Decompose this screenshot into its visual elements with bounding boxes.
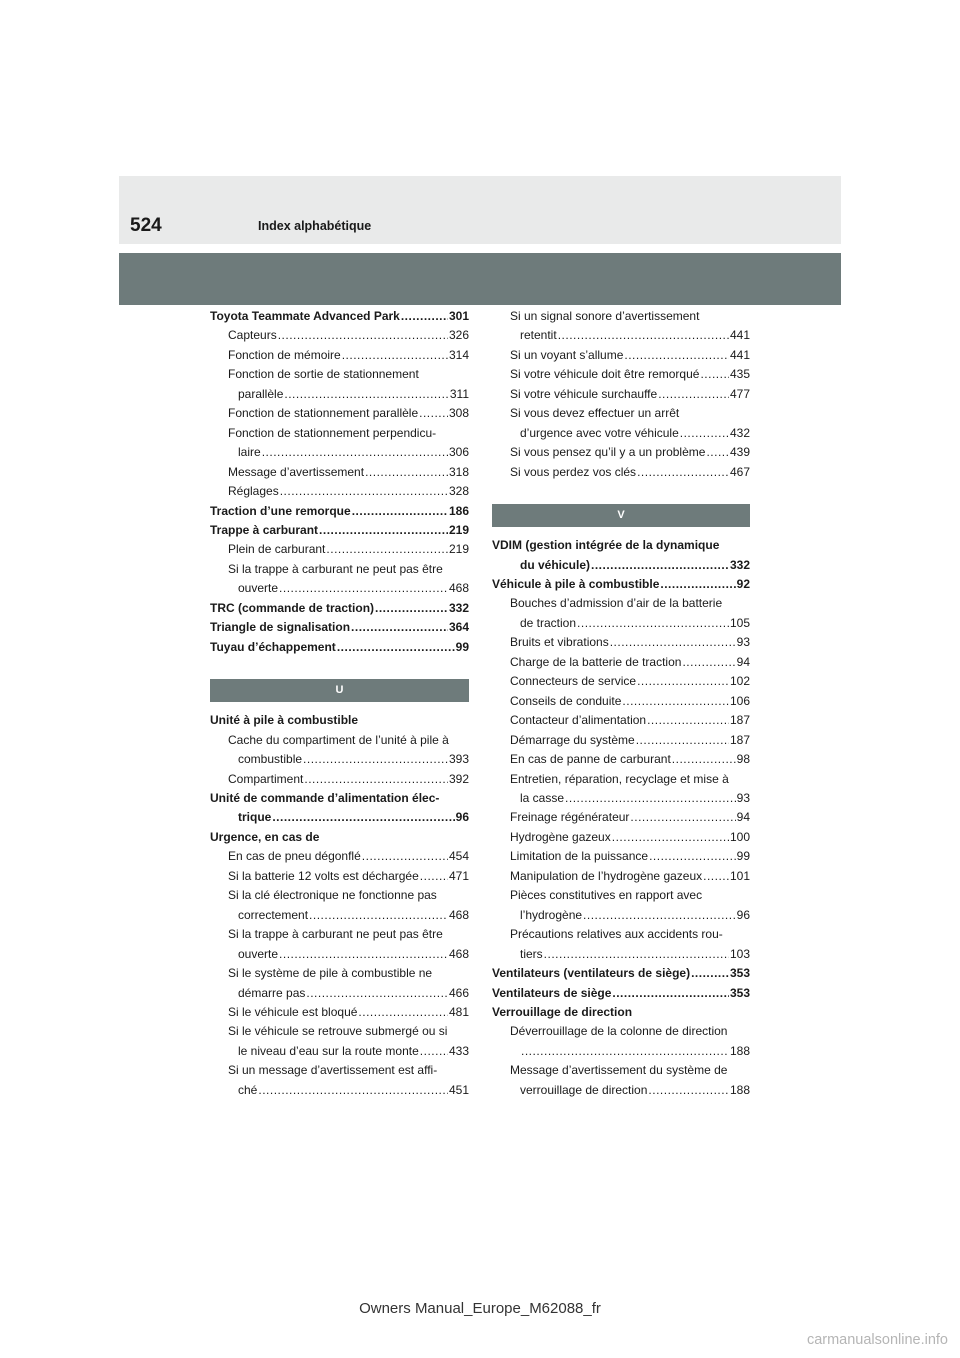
index-entry-text: Contacteur d’alimentation bbox=[510, 713, 647, 728]
index-subentry-line: Pièces constitutives en rapport avec bbox=[510, 888, 703, 903]
index-page-ref: 219 bbox=[448, 522, 469, 537]
index-entry[interactable] bbox=[492, 984, 750, 1003]
leader-dots bbox=[691, 964, 729, 983]
index-subentry[interactable] bbox=[492, 867, 750, 886]
index-subentry[interactable] bbox=[492, 1081, 750, 1100]
index-subentry-line: Entretien, réparation, recyclage et mise à bbox=[510, 771, 729, 786]
leader-dots bbox=[401, 307, 448, 326]
index-page-ref: 311 bbox=[449, 386, 469, 401]
index-subentry[interactable] bbox=[492, 443, 750, 462]
index-entry-text: parallèle bbox=[238, 386, 284, 401]
index-page-ref: 106 bbox=[729, 693, 750, 708]
leader-dots bbox=[658, 385, 729, 404]
index-subentry[interactable] bbox=[210, 906, 469, 925]
index-page-ref: 306 bbox=[448, 445, 469, 460]
index-subentry[interactable] bbox=[210, 404, 469, 423]
index-subentry-line: Cache du compartiment de l’unité à pile à bbox=[228, 732, 449, 747]
leader-dots bbox=[362, 847, 448, 866]
page-number: 524 bbox=[130, 215, 162, 236]
index-subentry[interactable] bbox=[492, 906, 750, 925]
leader-dots bbox=[565, 789, 736, 808]
header-top-band bbox=[119, 176, 841, 244]
index-subentry[interactable] bbox=[210, 326, 469, 345]
index-subentry[interactable] bbox=[210, 1042, 469, 1061]
leader-dots bbox=[326, 540, 448, 559]
index-subentry[interactable] bbox=[492, 711, 750, 730]
index-entry-text: laire bbox=[238, 445, 261, 460]
index-page-ref: 353 bbox=[729, 966, 750, 981]
index-entry-text: En cas de pneu dégonflé bbox=[228, 849, 361, 864]
leader-dots bbox=[660, 575, 735, 594]
index-entry-text: Réglages bbox=[228, 484, 279, 499]
index-subentry[interactable] bbox=[210, 463, 469, 482]
index-heading: Verrouillage de direction bbox=[492, 1004, 633, 1019]
index-page-ref: 477 bbox=[729, 386, 750, 401]
index-page-ref: 92 bbox=[736, 576, 750, 591]
index-entry-text: Triangle de signalisation bbox=[210, 620, 351, 635]
index-entry-text: démarre pas bbox=[238, 985, 306, 1000]
index-subentry[interactable] bbox=[210, 867, 469, 886]
index-page-ref: 99 bbox=[455, 639, 469, 654]
leader-dots bbox=[612, 984, 729, 1003]
index-heading: Unité à pile à combustible bbox=[210, 713, 359, 728]
index-subentry[interactable] bbox=[492, 346, 750, 365]
index-entry-text: Charge de la batterie de traction bbox=[510, 654, 682, 669]
index-page-ref: 93 bbox=[736, 635, 750, 650]
index-subentry[interactable] bbox=[492, 731, 750, 750]
leader-dots bbox=[303, 750, 448, 769]
leader-dots bbox=[258, 1081, 448, 1100]
index-subentry[interactable] bbox=[492, 653, 750, 672]
leader-dots bbox=[352, 502, 448, 521]
index-entry-text: Si le véhicule est bloqué bbox=[228, 1004, 358, 1019]
index-entry-text: Si votre véhicule doit être remorqué bbox=[510, 367, 700, 382]
index-entry[interactable] bbox=[210, 307, 469, 326]
leader-dots bbox=[649, 847, 736, 866]
index-page-ref: 318 bbox=[448, 464, 469, 479]
index-page-ref: 481 bbox=[448, 1004, 469, 1019]
index-subentry-line: Si la trappe à carburant ne peut pas être bbox=[228, 927, 443, 942]
index-entry-text: Si un voyant s’allume bbox=[510, 347, 624, 362]
index-entry-text: Trappe à carburant bbox=[210, 522, 319, 537]
leader-dots bbox=[280, 482, 448, 501]
index-entry-text: Toyota Teammate Advanced Park bbox=[210, 309, 400, 323]
index-subentry-line: Si la trappe à carburant ne peut pas être bbox=[228, 561, 443, 576]
index-entry-text: Limitation de la puissance bbox=[510, 849, 649, 864]
index-entry[interactable] bbox=[210, 502, 469, 521]
index-subentry[interactable] bbox=[210, 808, 469, 827]
index-entry-text: Fonction de stationnement parallèle bbox=[228, 406, 419, 421]
index-subentry[interactable] bbox=[492, 692, 750, 711]
index-page-ref: 96 bbox=[736, 907, 750, 922]
index-page-ref: 332 bbox=[729, 557, 750, 572]
index-subentry[interactable] bbox=[492, 750, 750, 769]
index-heading: VDIM (gestion intégrée de la dynamique bbox=[492, 538, 720, 553]
leader-dots bbox=[337, 638, 455, 657]
leader-dots bbox=[583, 906, 736, 925]
index-page-ref: 314 bbox=[448, 347, 469, 362]
leader-dots bbox=[637, 463, 729, 482]
index-page-ref: 468 bbox=[448, 907, 469, 922]
index-subentry[interactable] bbox=[210, 847, 469, 866]
index-letter-heading: U bbox=[210, 679, 469, 702]
leader-dots bbox=[680, 424, 729, 443]
leader-dots bbox=[365, 463, 448, 482]
index-page-ref: 105 bbox=[729, 615, 750, 630]
leader-dots bbox=[591, 556, 729, 575]
index-page-ref: 364 bbox=[448, 620, 469, 635]
section-title: Index alphabétique bbox=[258, 219, 372, 233]
index-entry[interactable] bbox=[210, 521, 469, 540]
index-heading: Urgence, en cas de bbox=[210, 829, 320, 844]
index-column-left bbox=[210, 307, 469, 1100]
index-entry-text: verrouillage de direction bbox=[520, 1082, 648, 1097]
index-page-ref: 219 bbox=[448, 542, 469, 557]
index-subentry-line: Si un signal sonore d’avertissement bbox=[510, 309, 700, 323]
index-page-ref: 326 bbox=[448, 328, 469, 343]
leader-dots bbox=[304, 770, 448, 789]
index-subentry[interactable] bbox=[492, 945, 750, 964]
leader-dots bbox=[278, 326, 448, 345]
index-entry-text: d’urgence avec votre véhicule bbox=[520, 425, 679, 440]
index-subentry[interactable] bbox=[492, 1042, 750, 1061]
index-entry[interactable] bbox=[210, 618, 469, 637]
index-subentry[interactable] bbox=[210, 540, 469, 559]
watermark: carmanualsonline.info bbox=[806, 1332, 948, 1348]
leader-dots bbox=[610, 633, 736, 652]
index-entry-text: la casse bbox=[520, 790, 565, 805]
index-page-ref: 441 bbox=[729, 328, 750, 343]
leader-dots bbox=[319, 521, 448, 540]
index-page-ref: 468 bbox=[448, 581, 469, 596]
index-entry-text: En cas de panne de carburant bbox=[510, 752, 671, 767]
index-entry-text: retentit bbox=[520, 328, 557, 343]
leader-dots bbox=[637, 672, 729, 691]
leader-dots bbox=[351, 618, 448, 637]
leader-dots bbox=[420, 1042, 448, 1061]
leader-dots bbox=[262, 443, 448, 462]
leader-dots bbox=[342, 346, 448, 365]
index-page-ref: 332 bbox=[448, 600, 469, 615]
leader-dots bbox=[521, 1042, 729, 1061]
index-entry-text: ouverte bbox=[238, 946, 279, 961]
index-page-ref: 102 bbox=[729, 674, 750, 689]
index-page-ref: 188 bbox=[729, 1043, 750, 1058]
index-entry-text: correctement bbox=[238, 907, 309, 922]
index-entry-text: Manipulation de l’hydrogène gazeux bbox=[510, 868, 703, 883]
index-entry-text: Véhicule à pile à combustible bbox=[492, 576, 660, 591]
leader-dots bbox=[647, 711, 729, 730]
leader-dots bbox=[612, 828, 729, 847]
index-entry-text: Si la batterie 12 volts est déchargée bbox=[228, 868, 419, 883]
index-subentry[interactable] bbox=[210, 770, 469, 789]
index-entry-text: Compartiment bbox=[228, 771, 304, 786]
index-page-ref: 468 bbox=[448, 946, 469, 961]
index-page-ref: 186 bbox=[448, 503, 469, 518]
index-subentry-line: Si le véhicule se retrouve submergé ou si bbox=[228, 1024, 448, 1039]
index-letter-heading: V bbox=[492, 504, 750, 527]
index-entry-text: Démarrage du système bbox=[510, 732, 635, 747]
index-subentry-line: Si un message d’avertissement est affi- bbox=[228, 1063, 438, 1078]
header-dark-band bbox=[119, 253, 841, 305]
leader-dots bbox=[272, 808, 454, 827]
leader-dots bbox=[420, 867, 448, 886]
index-entry-text: Ventilateurs de siège bbox=[492, 985, 612, 1000]
index-page-ref: 94 bbox=[736, 654, 750, 669]
index-page-ref: 301 bbox=[448, 309, 469, 323]
index-page-ref: 467 bbox=[729, 464, 750, 479]
index-subentry[interactable] bbox=[492, 385, 750, 404]
leader-dots bbox=[309, 906, 448, 925]
leader-dots bbox=[636, 731, 729, 750]
index-subentry[interactable] bbox=[492, 808, 750, 827]
leader-dots bbox=[558, 326, 729, 345]
index-subentry[interactable] bbox=[210, 984, 469, 1003]
index-page-ref: 353 bbox=[729, 985, 750, 1000]
index-entry[interactable] bbox=[210, 599, 469, 618]
index-page-ref: 433 bbox=[448, 1043, 469, 1058]
index-page-ref: 187 bbox=[729, 713, 750, 728]
index-subentry[interactable] bbox=[492, 633, 750, 652]
index-subentry[interactable] bbox=[492, 828, 750, 847]
leader-dots bbox=[700, 365, 729, 384]
index-page-ref: 187 bbox=[729, 732, 750, 747]
index-subentry[interactable] bbox=[210, 945, 469, 964]
leader-dots bbox=[358, 1003, 448, 1022]
index-subentry-line: Fonction de stationnement perpendicu- bbox=[228, 425, 437, 440]
leader-dots bbox=[622, 692, 729, 711]
index-entry-text: Freinage régénérateur bbox=[510, 810, 630, 825]
index-subentry[interactable] bbox=[210, 443, 469, 462]
index-subentry[interactable] bbox=[210, 579, 469, 598]
index-subentry-line: Bouches d’admission d’air de la batterie bbox=[510, 596, 723, 611]
leader-dots bbox=[577, 614, 729, 633]
index-entry-text: de traction bbox=[520, 615, 577, 630]
index-entry-text: le niveau d’eau sur la route monte bbox=[238, 1043, 419, 1058]
index-entry-text: Si vous perdez vos clés bbox=[510, 464, 637, 479]
index-subentry[interactable] bbox=[210, 1003, 469, 1022]
index-page-ref: 101 bbox=[729, 868, 750, 883]
index-subentry[interactable] bbox=[492, 463, 750, 482]
index-subentry-line: Fonction de sortie de stationnement bbox=[228, 367, 419, 382]
index-page-ref: 99 bbox=[736, 849, 750, 864]
leader-dots bbox=[706, 443, 729, 462]
index-column-right bbox=[492, 307, 750, 1100]
index-page-ref: 103 bbox=[729, 946, 750, 961]
index-subentry[interactable] bbox=[492, 614, 750, 633]
index-subentry[interactable] bbox=[492, 424, 750, 443]
index-subentry-line: Message d’avertissement du système de bbox=[510, 1063, 728, 1078]
leader-dots bbox=[419, 404, 448, 423]
leader-dots bbox=[284, 385, 448, 404]
footer-document-name: Owners Manual_Europe_M62088_fr bbox=[359, 1300, 601, 1317]
index-subentry-line: Précautions relatives aux accidents rou- bbox=[510, 927, 723, 942]
index-page-ref: 393 bbox=[448, 752, 469, 767]
index-subentry-line: Si le système de pile à combustible ne bbox=[228, 966, 433, 981]
index-entry[interactable] bbox=[492, 964, 750, 983]
leader-dots bbox=[544, 945, 729, 964]
index-subentry-line: Déverrouillage de la colonne de direction bbox=[510, 1024, 728, 1039]
leader-dots bbox=[306, 984, 448, 1003]
index-entry-text: Si vous pensez qu’il y a un problème bbox=[510, 445, 706, 460]
index-page-ref: 328 bbox=[448, 484, 469, 499]
index-entry-text: l’hydrogène bbox=[520, 907, 583, 922]
index-entry-text: Plein de carburant bbox=[228, 542, 326, 557]
index-entry[interactable] bbox=[492, 575, 750, 594]
index-subentry[interactable] bbox=[210, 750, 469, 769]
index-entry-text: Tuyau d’échappement bbox=[210, 639, 336, 654]
index-entry-text: Fonction de mémoire bbox=[228, 347, 341, 362]
index-entry-text: TRC (commande de traction) bbox=[210, 600, 375, 615]
index-subentry[interactable] bbox=[492, 556, 750, 575]
index-subentry[interactable] bbox=[210, 346, 469, 365]
leader-dots bbox=[630, 808, 735, 827]
leader-dots bbox=[672, 750, 736, 769]
index-subentry[interactable] bbox=[492, 789, 750, 808]
index-page-ref: 454 bbox=[448, 849, 469, 864]
index-entry-text: Message d’avertissement bbox=[228, 464, 365, 479]
index-page-ref: 96 bbox=[455, 810, 469, 825]
index-page-ref: 188 bbox=[729, 1082, 750, 1097]
index-entry-text: Hydrogène gazeux bbox=[510, 829, 611, 844]
index-entry-text: tiers bbox=[520, 946, 543, 961]
leader-dots bbox=[279, 945, 448, 964]
index-page-ref: 94 bbox=[736, 810, 750, 825]
index-subentry[interactable] bbox=[492, 672, 750, 691]
index-page-ref: 98 bbox=[736, 752, 750, 767]
index-page-ref: 439 bbox=[729, 445, 750, 460]
index-page-ref: 471 bbox=[448, 868, 469, 883]
leader-dots bbox=[682, 653, 735, 672]
index-entry-text: ouverte bbox=[238, 581, 279, 596]
index-subentry[interactable] bbox=[492, 365, 750, 384]
index-subentry[interactable] bbox=[210, 1081, 469, 1100]
leader-dots bbox=[703, 867, 729, 886]
index-entry-text: Ventilateurs (ventilateurs de siège) bbox=[492, 966, 691, 981]
index-entry-text: trique bbox=[238, 810, 272, 825]
index-subentry[interactable] bbox=[210, 385, 469, 404]
leader-dots bbox=[624, 346, 729, 365]
index-entry-text: Capteurs bbox=[228, 328, 277, 343]
leader-dots bbox=[279, 579, 448, 598]
index-entry-text: Si votre véhicule surchauffe bbox=[510, 386, 658, 401]
index-page-ref: 451 bbox=[448, 1082, 469, 1097]
index-page-ref: 308 bbox=[448, 406, 469, 421]
index-entry-text: ché bbox=[238, 1082, 258, 1097]
index-entry-text: combustible bbox=[238, 752, 303, 767]
index-subentry[interactable] bbox=[492, 326, 750, 345]
leader-dots bbox=[375, 599, 448, 618]
index-page-ref: 392 bbox=[448, 771, 469, 786]
index-subentry[interactable] bbox=[210, 482, 469, 501]
index-page-ref: 435 bbox=[729, 367, 750, 382]
index-subentry-line: Si vous devez effectuer un arrêt bbox=[510, 406, 680, 421]
index-entry-text: Connecteurs de service bbox=[510, 674, 637, 689]
index-subentry-line: Si la clé électronique ne fonctionne pas bbox=[228, 888, 437, 903]
index-page-ref: 466 bbox=[448, 985, 469, 1000]
index-page-ref: 93 bbox=[736, 790, 750, 805]
index-entry-text: Traction d’une remorque bbox=[210, 503, 351, 518]
index-page-ref: 100 bbox=[729, 829, 750, 844]
index-entry-text: du véhicule) bbox=[520, 557, 591, 572]
leader-dots bbox=[648, 1081, 729, 1100]
index-heading: Unité de commande d’alimentation élec- bbox=[210, 790, 440, 805]
index-entry-text: Conseils de conduite bbox=[510, 693, 622, 708]
index-page-ref: 432 bbox=[729, 425, 750, 440]
index-entry[interactable] bbox=[210, 638, 469, 657]
index-subentry[interactable] bbox=[492, 847, 750, 866]
index-page-ref: 441 bbox=[729, 347, 750, 362]
index-entry-text: Bruits et vibrations bbox=[510, 635, 609, 650]
